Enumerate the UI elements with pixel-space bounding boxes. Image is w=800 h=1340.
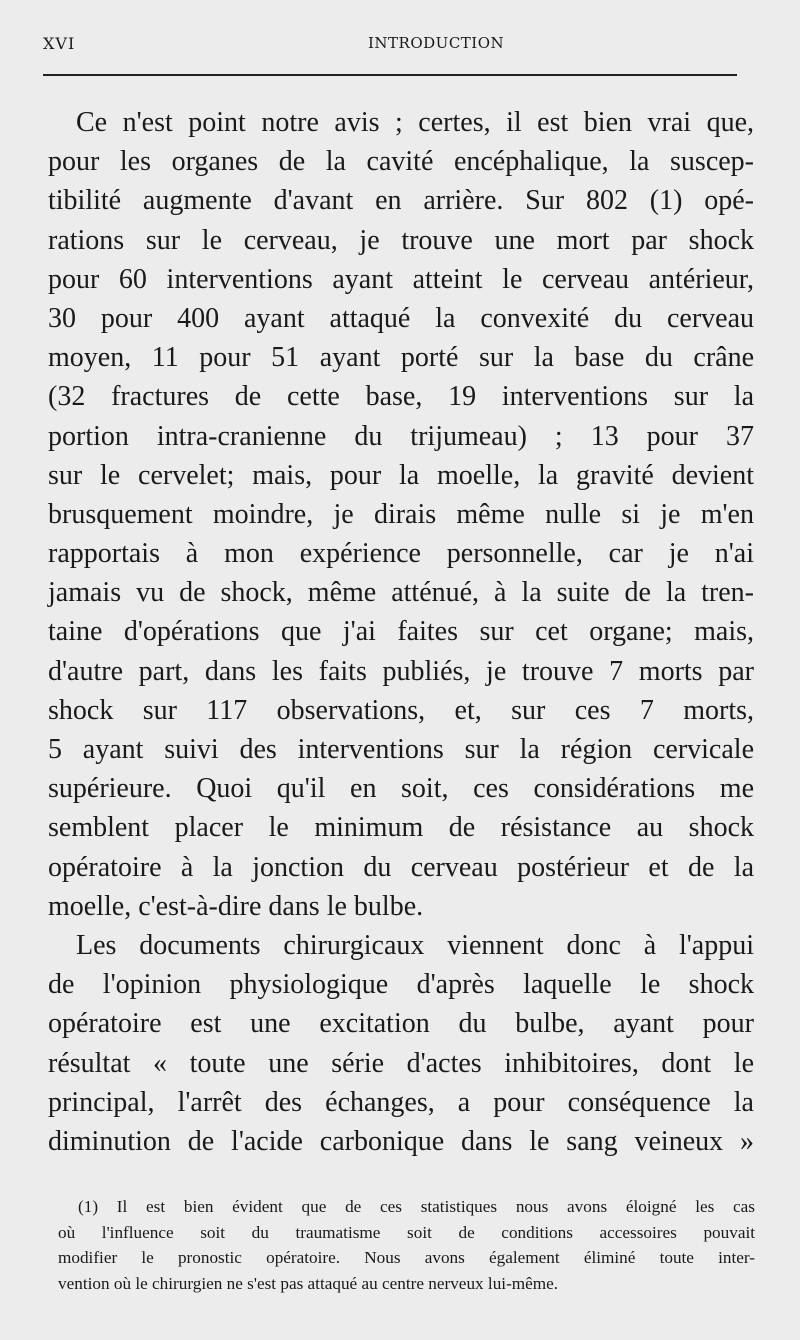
body-line: jamais vu de shock, même atténué, à la suite de la tren- [48,577,754,609]
body-line: d'autre part, dans les faits publiés, je trouve 7 morts par [48,655,754,687]
body-line: tibilité augmente d'avant en arrière. Sur 802 (1) opé- [48,185,754,217]
body-line: sur le cervelet; mais, pour la moelle, la gravité devient [48,459,754,491]
page-header [43,30,737,56]
body-line: shock sur 117 observations, et, sur ces 7 morts, [48,694,754,726]
page-number: XVI [43,34,76,53]
footnote-line: vention où le chirurgien ne s'est pas attaqué au centre nerveux lui-même. [58,1273,559,1293]
body-line: principal, l'arrêt des échanges, a pour conséquence la [48,1086,754,1118]
body-line: portion intra-cranienne du trijumeau) ; 13 pour 37 [48,420,754,452]
footnote-line: où l'influence soit du traumatisme soit de conditions accessoires pouvait [58,1222,755,1242]
body-line: pour 60 interventions ayant atteint le cerveau antérieur, [48,263,754,295]
body-line: de l'opinion physiologique d'après laquelle le shock [48,969,754,1001]
header-rule [43,74,737,77]
body-line: opératoire à la jonction du cerveau postérieur et de la [48,851,754,883]
body-line: brusquement moindre, je dirais même nulle si je m'en [48,498,754,530]
body-line: 5 ayant suivi des interventions sur la région cervicale [48,734,754,765]
body-line: taine d'opérations que j'ai faites sur cet organe; mais, [48,616,754,648]
body-line: pour les organes de la cavité encéphalique, la suscep- [48,146,754,178]
body-line: rations sur le cerveau, je trouve une mort par shock [48,224,754,256]
body-line: semblent placer le minimum de résistance au shock [48,812,754,844]
body-line: moyen, 11 pour 51 ayant porté sur la base du crâne [48,342,754,374]
body-line: Ce n'est point notre avis ; certes, il est bien vrai que, [76,107,754,138]
body-line: diminution de l'acide carbonique dans le sang veineux » [48,1125,754,1157]
body-line: moelle, c'est-à-dire dans le bulbe. [48,890,424,922]
body-line: (32 fractures de cette base, 19 interventions sur la [48,381,754,413]
body-line: 30 pour 400 ayant attaqué la convexité du cerveau [48,302,754,334]
body-line: résultat « toute une série d'actes inhibitoires, dont le [48,1047,754,1079]
footnote [58,1194,755,1296]
footnote-line: (1) Il est bien évident que de ces statistiques nous avons éloigné les cas [78,1197,755,1216]
running-title: INTRODUCTION [368,34,505,52]
body-line: opératoire est une excitation du bulbe, ayant pour [48,1008,754,1040]
body-text [48,103,754,1161]
body-line: rapportais à mon expérience personnelle, car je n'ai [48,538,754,570]
footnote-line: modifier le pronostic opératoire. Nous avons également éliminé toute inter- [58,1248,755,1267]
body-line: supérieure. Quoi qu'il en soit, ces considérations me [48,773,754,805]
body-line: Les documents chirurgicaux viennent donc à l'appui [76,929,754,961]
